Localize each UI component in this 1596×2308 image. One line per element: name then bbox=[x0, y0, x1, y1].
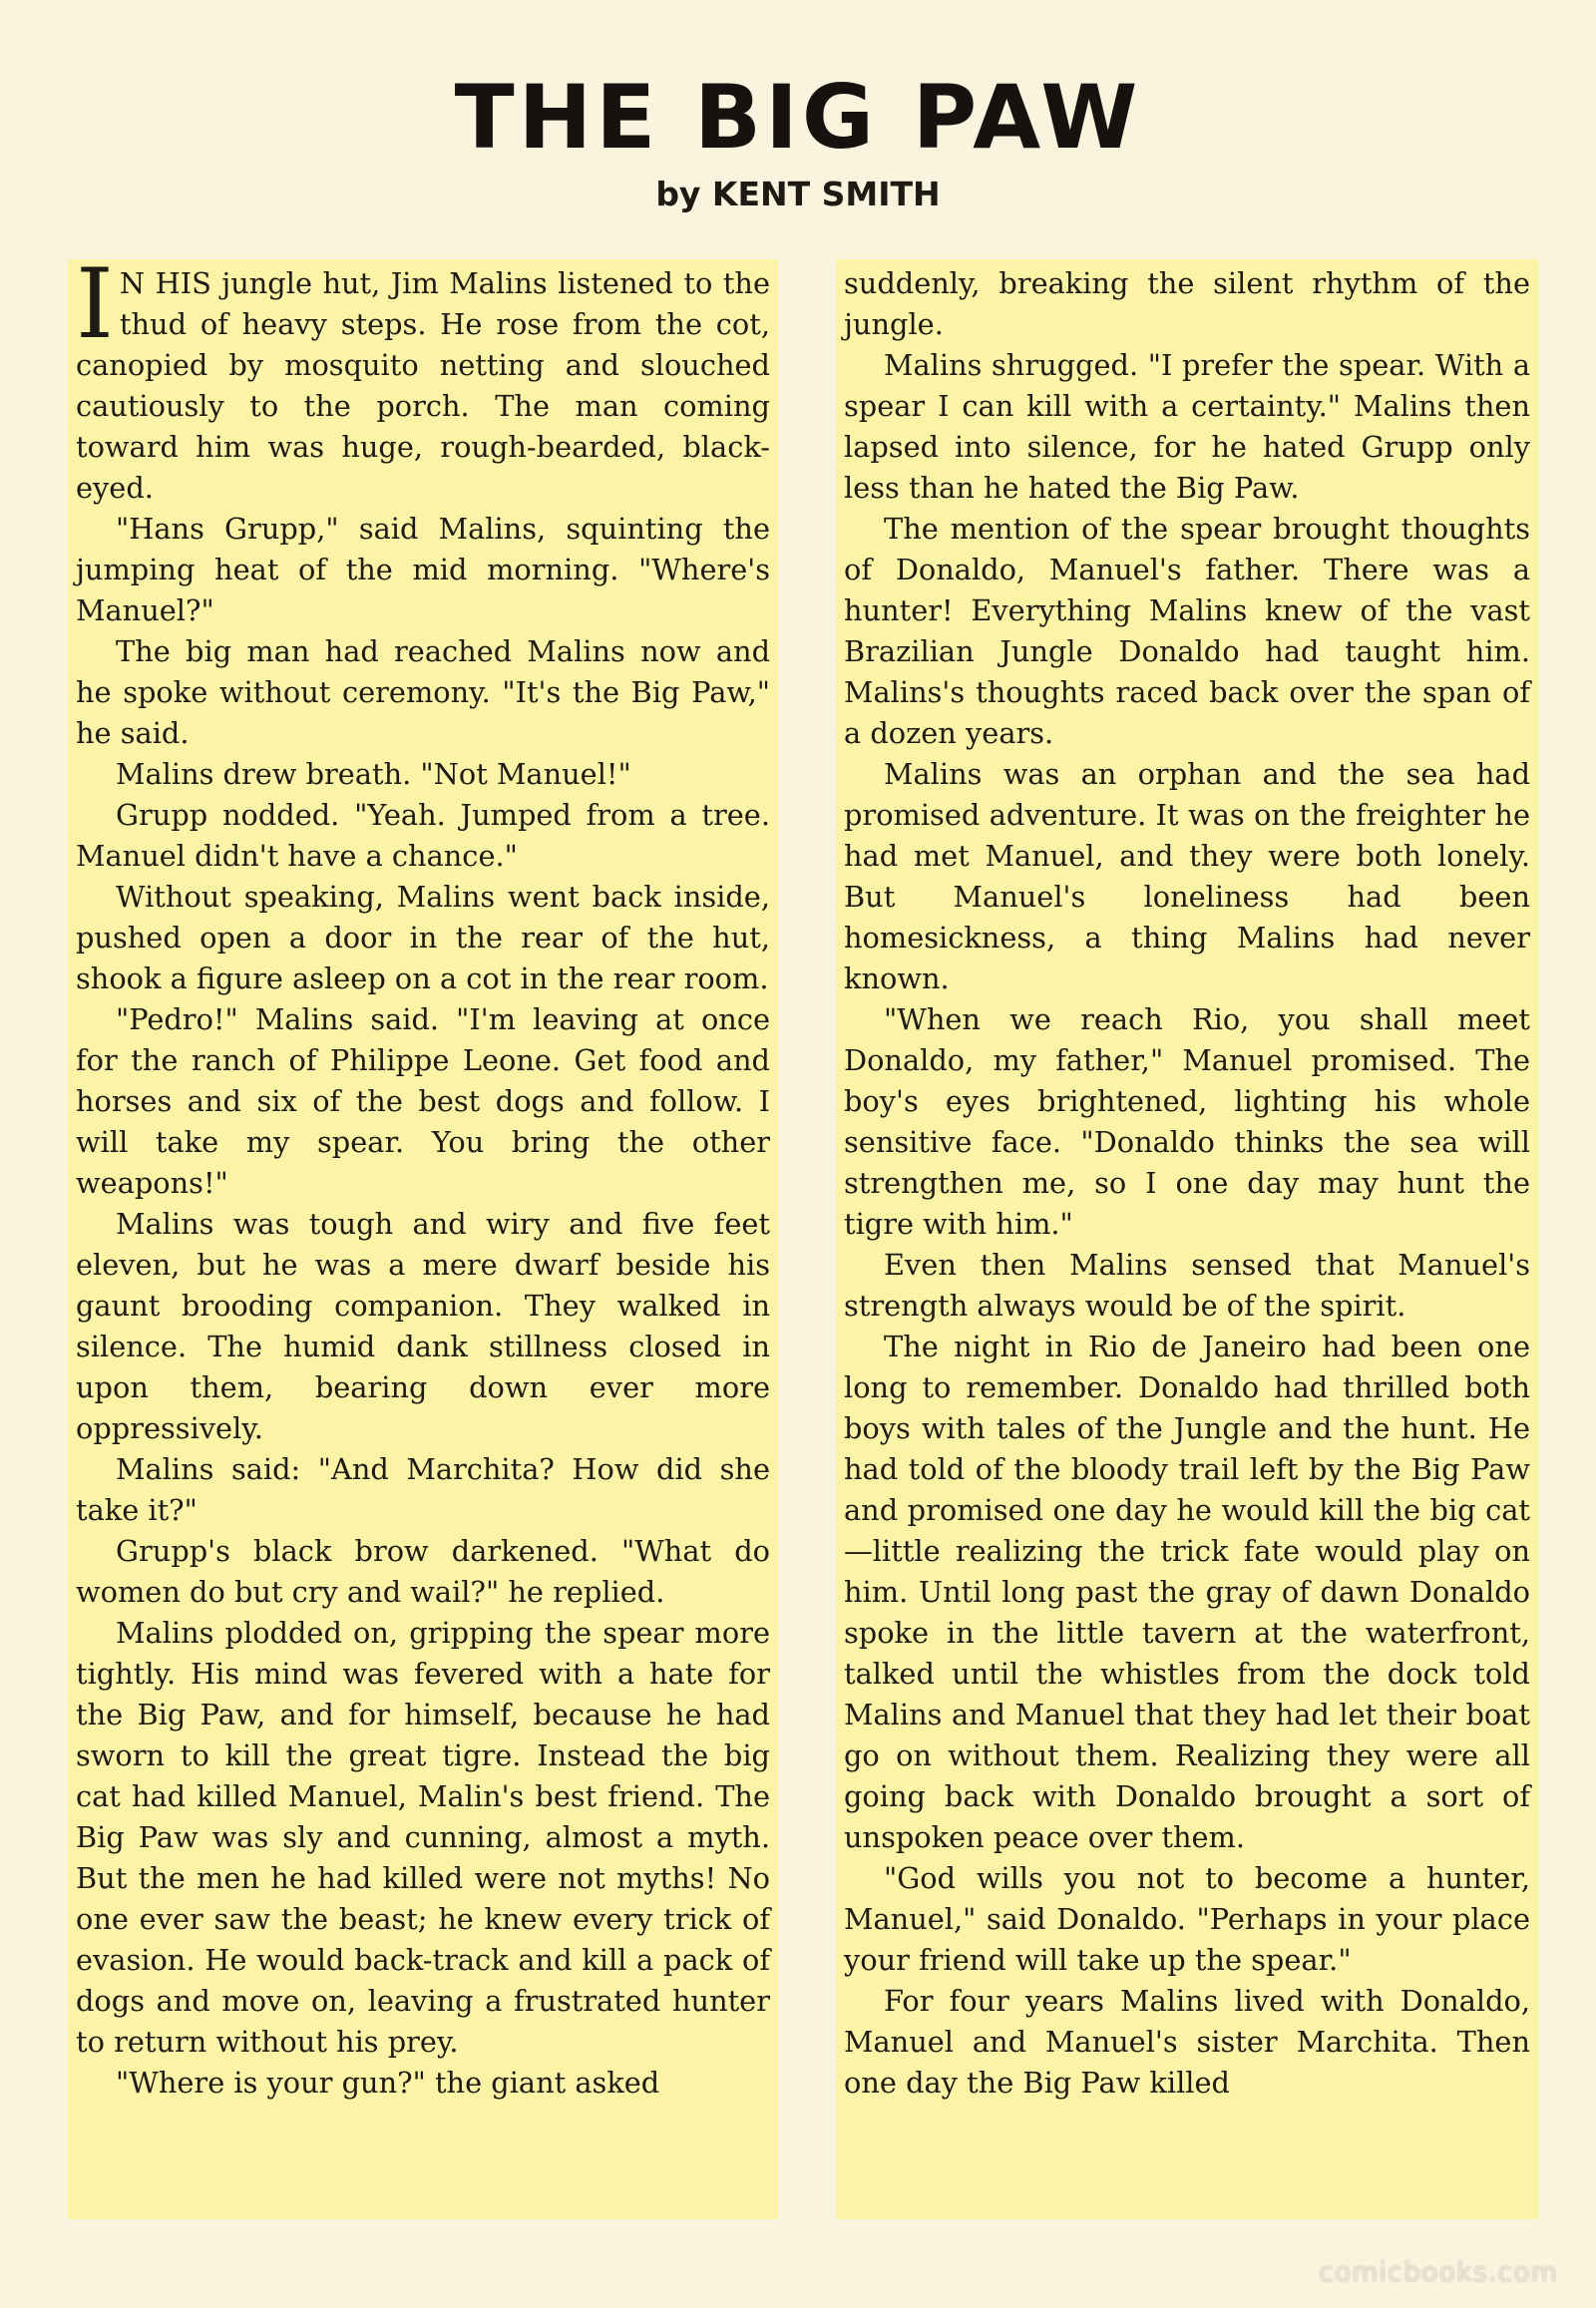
paragraph: Malins said: "And Marchita? How did she take it?" bbox=[76, 1452, 770, 1527]
right-text-column bbox=[836, 259, 1538, 2219]
story-title: THE BIG PAW bbox=[454, 66, 1142, 169]
paragraph: "Where is your gun?" the giant asked bbox=[116, 2066, 660, 2100]
paragraph: Grupp's black brow darkened. "What do women do but cry and wail?" he replied. bbox=[76, 1534, 770, 1609]
paragraph: The night in Rio de Janeiro had been one long to remember. Donaldo had thrilled both boys with tales of the Jungle and the hunt. He had told of the bloody trail left by the Big Paw and promised one day he would kill the big cat—little realizing the trick fate would play on him. Until long past the gray of dawn Donaldo spoke in the little tavern at the waterfront, talked until the whistles from the dock told Malins and Manuel that they had let their boat go on without them. Realizing they were all going back with Donaldo brought a sort of unspoken peace over them. bbox=[844, 1330, 1530, 1854]
paragraph: Malins shrugged. "I prefer the spear. With a spear I can kill with a certainty." Malins then lapsed into silence, for he hated Grupp only less than he hated the Big Paw. bbox=[844, 348, 1530, 505]
paragraph: Grupp nodded. "Yeah. Jumped from a tree. Manuel didn't have a chance." bbox=[76, 798, 770, 873]
continued-paragraph: suddenly, breaking the silent rhythm of the jungle. bbox=[844, 266, 1530, 341]
story-byline: by KENT SMITH bbox=[655, 175, 941, 213]
opening-paragraph bbox=[76, 259, 770, 509]
paragraph: "Hans Grupp," said Malins, squinting the jumping heat of the mid morning. "Where's Manuel?" bbox=[76, 512, 770, 627]
site-watermark: comicbooks.com bbox=[1318, 2257, 1558, 2288]
paragraph: The big man had reached Malins now and he spoke without ceremony. "It's the Big Paw," he said. bbox=[76, 634, 770, 750]
paragraph: "God wills you not to become a hunter, Manuel," said Donaldo. "Perhaps in your place your friend will take up the spear." bbox=[844, 1861, 1530, 1977]
drop-cap: I bbox=[76, 259, 114, 360]
paragraph: For four years Malins lived with Donaldo, Manuel and Manuel's sister Marchita. Then one day the Big Paw killed bbox=[844, 1984, 1530, 2100]
paragraph: Malins plodded on, gripping the spear more tightly. His mind was fevered with a hate for the Big Paw, and for himself, because he had sworn to kill the great tigre. Instead the big cat had killed Manuel, Malin's best friend. The Big Paw was sly and cunning, almost a myth. But the men he had killed were not myths! No one ever saw the beast; he knew every trick of evasion. He would back-track and kill a pack of dogs and move on, leaving a frustrated hunter to return without his prey. bbox=[76, 1616, 770, 2059]
paragraph: The mention of the spear brought thoughts of Donaldo, Manuel's father. There was a hunter! Everything Malins knew of the vast Brazilian Jungle Donaldo had taught him. Malins's thoughts raced back over the span of a dozen years. bbox=[844, 512, 1530, 750]
paragraph: Malins was an orphan and the sea had promised adventure. It was on the freighter he had met Manuel, and they were both lonely. But Manuel's loneliness had been homesickness, a thing Malins had never known. bbox=[844, 757, 1530, 995]
paragraph: Malins drew breath. "Not Manuel!" bbox=[116, 757, 631, 791]
paragraph: "Pedro!" Malins said. "I'm leaving at once for the ranch of Philippe Leone. Get food and horses and six of the best dogs and follow. I will take my spear. You bring the other weapons!" bbox=[76, 1002, 770, 1200]
left-text-column bbox=[68, 259, 778, 2219]
paragraph: "When we reach Rio, you shall meet Donaldo, my father," Manuel promised. The boy's eyes brightened, lighting his whole sensitive face. "Donaldo thinks the sea will strengthen me, so I one day may hunt the tigre with him." bbox=[844, 1002, 1530, 1241]
opening-paragraph-text: N HIS jungle hut, Jim Malins listened to the thud of heavy steps. He rose from the cot, canopied by mosquito netting and slouched cautiously to the porch. The man coming toward him was huge, rough-bearded, black-eyed. bbox=[76, 266, 770, 505]
paragraph: Without speaking, Malins went back inside, pushed open a door in the rear of the hut, shook a figure asleep on a cot in the rear room. bbox=[76, 880, 770, 995]
paragraph: Malins was tough and wiry and five feet eleven, but he was a mere dwarf beside his gaunt brooding companion. They walked in silence. The humid dank stillness closed in upon them, bearing down ever more oppressively. bbox=[76, 1207, 770, 1445]
paragraph: Even then Malins sensed that Manuel's strength always would be of the spirit. bbox=[844, 1248, 1530, 1323]
